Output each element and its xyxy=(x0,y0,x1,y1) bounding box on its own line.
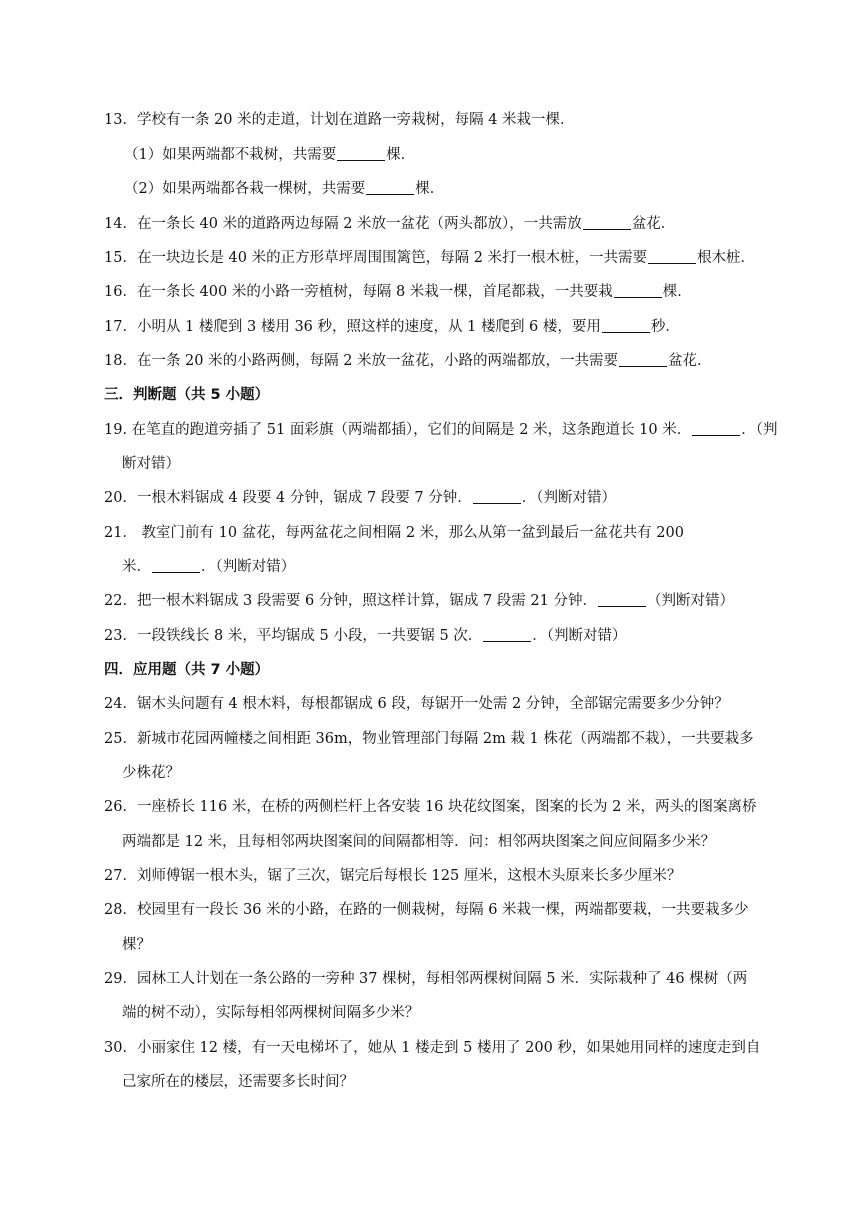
question-15: 15．在一块边长是 40 米的正方形草坪周围围篱笆，每隔 2 米打一根木桩，一共需要 根木桩． xyxy=(104,250,756,266)
answer-blank[interactable] xyxy=(366,180,414,195)
question-13-part-1: （1）如果两端都不栽树，共需要 棵． xyxy=(124,147,416,163)
answer-blank[interactable] xyxy=(619,352,667,367)
answer-blank[interactable] xyxy=(598,592,646,607)
answer-blank[interactable] xyxy=(583,215,631,230)
answer-blank[interactable] xyxy=(483,627,531,642)
question-19-continued: 断对错） xyxy=(122,456,180,472)
question-23: 23．一段铁线长 8 米，平均锯成 5 小段，一共要锯 5 次． ．（判断对错） xyxy=(104,628,627,644)
question-17: 17．小明从 1 楼爬到 3 楼用 36 秒，照这样的速度，从 1 楼爬到 6 楼，要用 秒． xyxy=(104,319,680,335)
answer-blank[interactable] xyxy=(648,249,696,264)
answer-blank[interactable] xyxy=(692,421,740,436)
question-30: 30．小丽家住 12 楼，有一天电梯坏了，她从 1 楼走到 5 楼用了 200 秒，如果她用同样的速度走到自 xyxy=(104,1040,761,1056)
question-28-continued: 棵？ xyxy=(122,937,151,953)
answer-blank[interactable] xyxy=(614,283,662,298)
question-24: 24．锯木头问题有 4 根木料，每根都锯成 6 段，每锯开一处需 2 分钟，全部锯完需要多少分钟？ xyxy=(104,696,729,712)
question-27: 27．刘师傅锯一根木头，锯了三次，锯完后每根长 125 厘米，这根木头原来长多少厘米？ xyxy=(104,868,682,884)
question-21: 21． 教室门前有 10 盆花，每两盆花之间相隔 2 米，那么从第一盆到最后一盆花共有 200 xyxy=(104,525,684,541)
question-28: 28．校园里有一段长 36 米的小路，在路的一侧栽树，每隔 6 米栽一棵，两端都要栽，一共要栽多少 xyxy=(104,902,749,918)
question-29-continued: 端的树不动），实际每相邻两棵树间隔多少米？ xyxy=(122,1005,420,1021)
section-heading-judgment: 三．判断题（共 5 小题） xyxy=(104,387,270,403)
question-13 xyxy=(104,110,762,130)
question-16: 16．在一条长 400 米的小路一旁植树，每隔 8 米栽一棵，首尾都栽，一共要栽 棵． xyxy=(104,284,692,300)
question-30-continued: 己家所在的楼层，还需要多长时间？ xyxy=(122,1074,354,1090)
answer-blank[interactable] xyxy=(473,489,521,504)
question-18: 18．在一条 20 米的小路两侧，每隔 2 米放一盆花，小路的两端都放，一共需要 盆花． xyxy=(104,353,712,369)
answer-blank[interactable] xyxy=(602,318,650,333)
question-26-continued: 两端都是 12 米，且每相邻两块图案间的间隔都相等．问：相邻两块图案之间应间隔多少米？ xyxy=(122,834,716,850)
answer-blank[interactable] xyxy=(152,558,200,573)
question-29: 29．园林工人计划在一条公路的一旁种 37 棵树，每相邻两棵树间隔 5 米．实际栽种了 46 棵树（两 xyxy=(104,971,748,987)
question-25-continued: 少株花？ xyxy=(122,765,180,781)
section-heading-application: 四．应用题（共 7 小题） xyxy=(104,662,270,678)
question-20: 20．一根木料锯成 4 段要 4 分钟，锯成 7 段要 7 分钟． ．（判断对错） xyxy=(104,490,616,506)
question-25: 25．新城市花园两幢楼之间相距 36m，物业管理部门每隔 2m 栽 1 株花（两端都不栽），一共要栽多 xyxy=(104,731,754,747)
answer-blank[interactable] xyxy=(337,146,385,161)
question-22: 22．把一根木料锯成 3 段需要 6 分钟，照这样计算，锯成 7 段需 21 分钟． （判断对错） xyxy=(104,593,734,609)
question-14: 14．在一条长 40 米的道路两边每隔 2 米放一盆花（两头都放），一共需放 盆花． xyxy=(104,216,676,232)
question-13-part-2: （2）如果两端都各栽一棵树，共需要 棵． xyxy=(124,181,445,197)
question-21-continued: 米． ．（判断对错） xyxy=(122,559,296,575)
question-13-text: 13．学校有一条 20 米的走道，计划在道路一旁栽树，每隔 4 米栽一棵． xyxy=(104,112,575,128)
question-19: 19. 在笔直的跑道旁插了 51 面彩旗（两端都插），它们的间隔是 2 米，这条跑道长 10 米． ．（判 xyxy=(104,422,778,438)
question-26: 26．一座桥长 116 米，在桥的两侧栏杆上各安装 16 块花纹图案，图案的长为 2 米，两头的图案离桥 xyxy=(104,799,757,815)
